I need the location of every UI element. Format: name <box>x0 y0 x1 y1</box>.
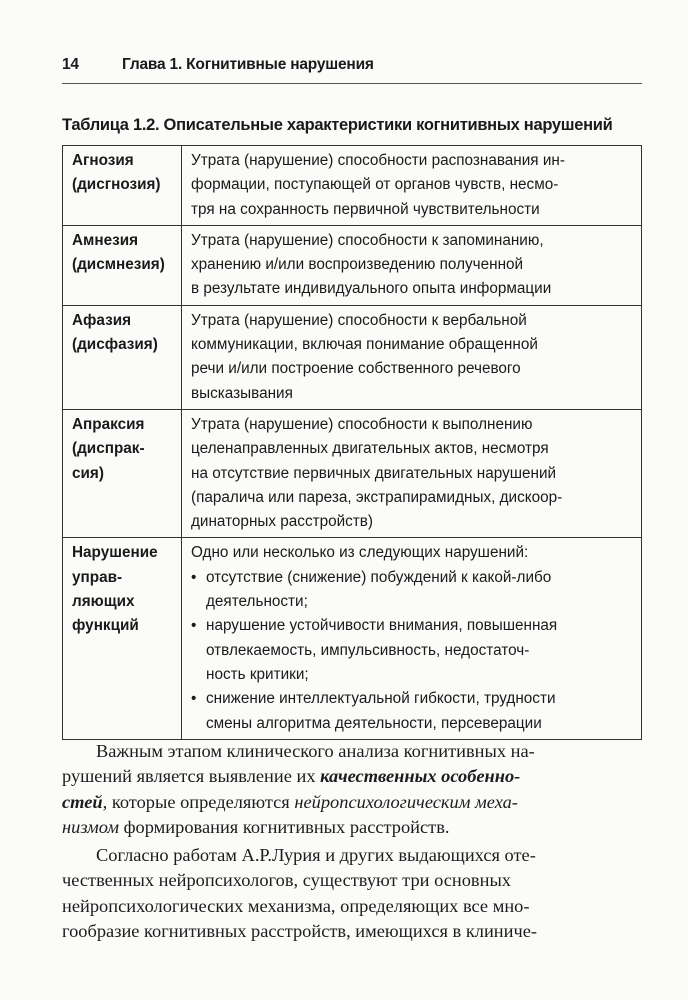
desc-line: Утрата (нарушение) способности к запоминанию, <box>191 231 544 249</box>
para-line: Согласно работам А.Р.Лурия и других выдающихся оте- <box>96 845 536 865</box>
desc-line: (паралича или пареза, экстрапирамидных, дискоор- <box>191 488 563 506</box>
table-row <box>63 409 642 537</box>
term-cell <box>63 225 182 305</box>
desc-line: Утрата (нарушение) способности к выполнению <box>191 415 533 433</box>
term-cell <box>63 409 182 537</box>
term-line: (диспрак- <box>72 440 145 458</box>
term-line: (дисгнозия) <box>72 176 161 194</box>
emphasis-italic: низмом <box>62 816 120 837</box>
desc-line: хранению и/или воспроизведению полученной <box>191 256 524 274</box>
bullet-continuation: отвлекаемость, импульсивность, недостаточ- <box>206 641 530 659</box>
text-run: формирования когнитивных расстройств. <box>119 816 450 837</box>
description-cell <box>182 538 642 739</box>
page-number: 14 <box>62 56 79 73</box>
term-line: функций <box>72 617 139 635</box>
term-line: (дисмнезия) <box>72 256 165 274</box>
description-cell <box>182 305 642 409</box>
description-cell <box>182 225 642 305</box>
term-cell <box>63 305 182 409</box>
para-line: Важным этапом клинического анализа когнитивных на- <box>96 741 535 761</box>
header-rule <box>62 83 642 84</box>
desc-line: Утрата (нарушение) способности распознавания ин- <box>191 152 565 169</box>
bullet-icon: • <box>191 568 197 586</box>
bullet-continuation: смены алгоритма деятельности, персеверации <box>206 714 542 732</box>
term-line: управ- <box>72 568 123 586</box>
chapter-title: Глава 1. Когнитивные нарушения <box>122 56 374 73</box>
bullet-item <box>191 687 635 711</box>
table-caption: Таблица 1.2. Описательные характеристики когнитивных нарушений <box>62 116 613 134</box>
bullet-icon: • <box>191 617 197 635</box>
emphasis-bold-italic: качественных особенно- <box>320 766 521 787</box>
term-line: Афазия <box>72 311 132 329</box>
table-row <box>63 225 642 305</box>
para-line <box>62 764 642 789</box>
desc-line: высказывания <box>191 384 293 402</box>
desc-line: Утрата (нарушение) способности к вербальной <box>191 311 527 329</box>
desc-line: коммуникации, включая понимание обращенной <box>191 336 538 354</box>
term-line: сия) <box>72 464 104 482</box>
body-paragraph-2 <box>62 843 642 944</box>
term-cell <box>63 538 182 739</box>
emphasis-italic: нейропсихологическим меха- <box>294 791 518 812</box>
bullet-icon: • <box>191 690 197 708</box>
text-run: , которые определяются <box>102 791 295 812</box>
bullet-continuation: ность критики; <box>206 665 309 683</box>
text-run: рушений является выявление их <box>62 766 321 787</box>
term-line: Апраксия <box>72 415 145 433</box>
term-cell <box>63 146 182 226</box>
description-cell <box>182 146 642 226</box>
body-paragraph-1 <box>62 739 642 840</box>
desc-line: формации, поступающей от органов чувств, несмо- <box>191 176 559 194</box>
term-line: Нарушение <box>72 544 158 562</box>
desc-line: на отсутствие первичных двигательных нарушений <box>191 464 557 482</box>
bullet-line: нарушение устойчивости внимания, повышенная <box>206 617 558 635</box>
para-line <box>62 790 642 815</box>
term-line: Агнозия <box>72 152 134 169</box>
para-line: гообразие когнитивных расстройств, имеющихся в клиниче- <box>62 920 538 941</box>
para-line: чественных нейропсихологов, существуют три основных <box>62 870 512 891</box>
bullet-line: отсутствие (снижение) побуждений к какой-либо <box>206 568 552 586</box>
bullet-item <box>191 614 635 638</box>
term-line: ляющих <box>72 593 135 611</box>
bullet-continuation: деятельности; <box>206 593 308 611</box>
table-row <box>63 146 642 226</box>
term-line: Амнезия <box>72 231 139 249</box>
desc-intro: Одно или несколько из следующих нарушений: <box>191 544 529 562</box>
table-row <box>63 538 642 739</box>
description-cell <box>182 409 642 537</box>
cognitive-disorders-table <box>62 145 642 740</box>
bullet-line: снижение интеллектуальной гибкости, трудности <box>206 690 556 708</box>
bullet-item <box>191 566 635 590</box>
emphasis-bold-italic: стей <box>62 791 103 812</box>
desc-line: в результате индивидуального опыта информации <box>191 280 552 298</box>
para-line: нейропсихологических механизма, определяющих все мно- <box>62 895 530 916</box>
para-line <box>62 815 642 840</box>
table-row <box>63 305 642 409</box>
term-line: (дисфазия) <box>72 336 158 354</box>
desc-line: тря на сохранность первичной чувствительности <box>191 200 540 218</box>
desc-line: речи и/или построение собственного речевого <box>191 360 521 378</box>
desc-line: динаторных расстройств) <box>191 513 374 531</box>
desc-line: целенаправленных двигательных актов, несмотря <box>191 440 549 458</box>
